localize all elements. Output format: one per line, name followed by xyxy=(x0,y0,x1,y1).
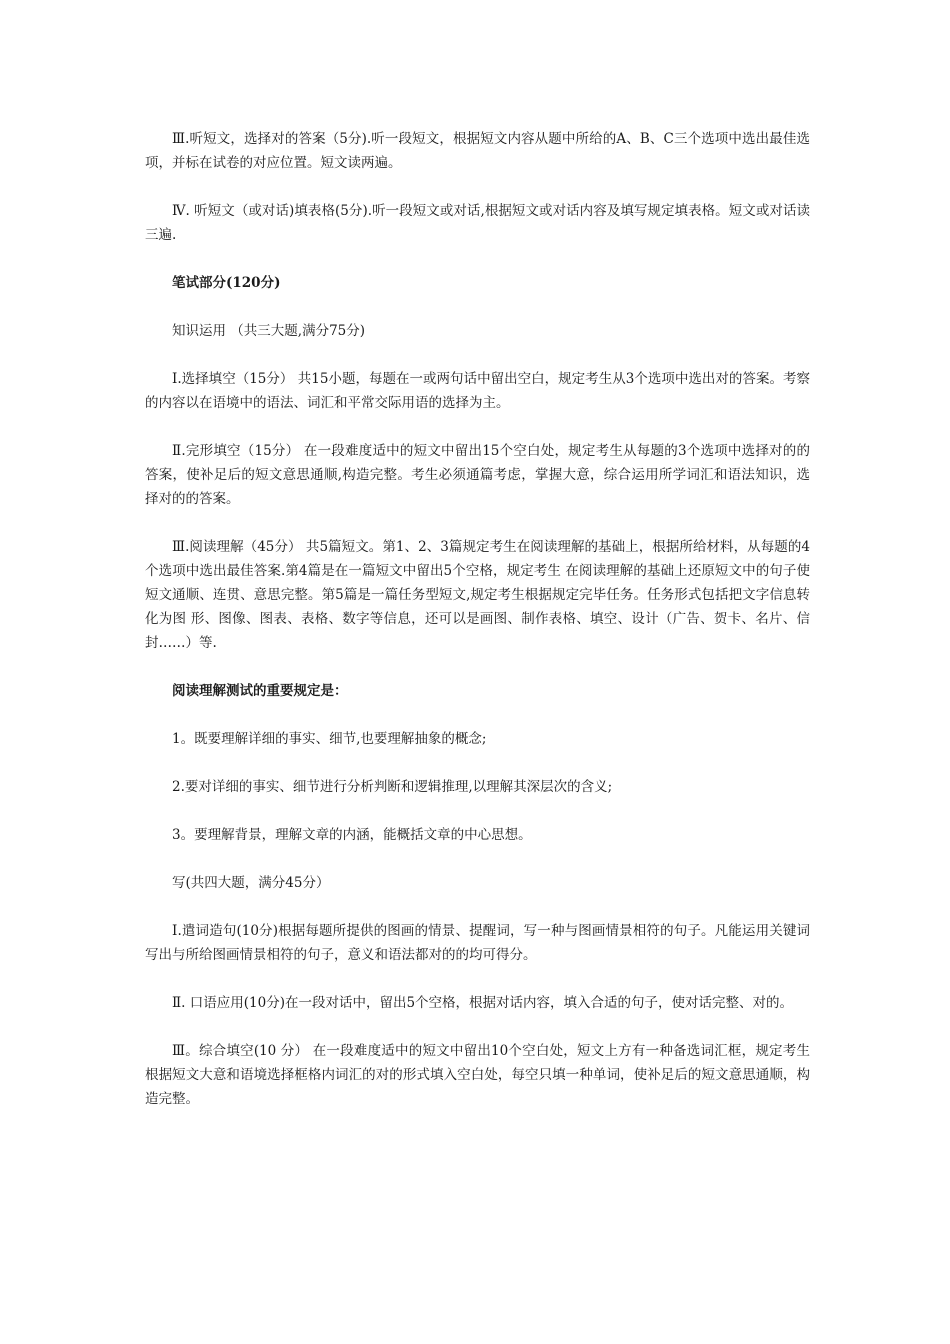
requirement-item-1: 1。既要理解详细的事实、细节,也要理解抽象的概念; xyxy=(172,731,487,747)
paragraph-listening-section-3: Ⅲ.听短文，选择对的答案（5分).听一段短文，根据短文内容从题中所给的A、B、C三个选项中选出最佳选项，并标在试卷的对应位置。短文读两遍。 xyxy=(145,131,810,171)
document-body xyxy=(145,127,810,1135)
heading-written-part: 笔试部分(120分) xyxy=(172,275,281,291)
requirement-item-2: 2.要对详细的事实、细节进行分析判断和逻辑推理,以理解其深层次的含义; xyxy=(172,779,613,795)
requirement-item-3: 3。要理解背景，理解文章的内涵，能概括文章的中心思想。 xyxy=(172,827,532,843)
heading-reading-requirements: 阅读理解测试的重要规定是： xyxy=(172,683,348,699)
paragraph-comprehensive-fill: Ⅲ。综合填空(10 分） 在一段难度适中的短文中留出10个空白处，短文上方有一种备选词汇框，规定考生根据短文大意和语境选择框格内词汇的对的形式填入空白处，每空只填一种单词，使补足后的短文意思通顺，构造完整。 xyxy=(145,1043,810,1107)
subheading-writing: 写(共四大题，满分45分） xyxy=(172,875,330,891)
paragraph-sentence-making: Ⅰ.遣词造句(10分)根据每题所提供的图画的情景、提醒词，写一种与图画情景相符的句子。凡能运用关键词写出与所给图画情景相符的句子，意义和语法都对的的均可得分。 xyxy=(145,923,810,963)
subheading-knowledge-use: 知识运用 （共三大题,满分75分) xyxy=(172,323,366,339)
paragraph-multiple-choice: Ⅰ.选择填空（15分） 共15小题，每题在一或两句话中留出空白，规定考生从3个选项中选出对的答案。考察的内容以在语境中的语法、词汇和平常交际用语的选择为主。 xyxy=(145,371,810,411)
paragraph-cloze: Ⅱ.完形填空（15分） 在一段难度适中的短文中留出15个空白处，规定考生从每题的3个选项中选择对的的答案，使补足后的短文意思通顺,构造完整。考生必须通篇考虑，掌握大意，综合运用所学词汇和语法知识，选择对的的答案。 xyxy=(145,443,810,507)
paragraph-listening-section-4: Ⅳ. 听短文（或对话)填表格(5分).听一段短文或对话,根据短文或对话内容及填写规定填表格。短文或对话读三遍. xyxy=(145,203,810,243)
paragraph-oral-application: Ⅱ. 口语应用(10分)在一段对话中，留出5个空格，根据对话内容，填入合适的句子，使对话完整、对的。 xyxy=(172,995,794,1011)
paragraph-reading-comprehension: Ⅲ.阅读理解（45分） 共5篇短文。第1、2、3篇规定考生在阅读理解的基础上，根据所给材料，从每题的4个选项中选出最佳答案.第4篇是在一篇短文中留出5个空格，规定考生 在阅读理解的基础上还原短文中的句子使短文通顺、连贯、意思完整。第5篇是一篇任务型短文,规定考生根据规定完毕任务。任务形式包括把文字信息转化为图 形、图像、图表、表格、数字等信息，还可以是画图、制作表格、填空、设计（广告、贺卡、名片、信封……）等. xyxy=(145,539,810,651)
